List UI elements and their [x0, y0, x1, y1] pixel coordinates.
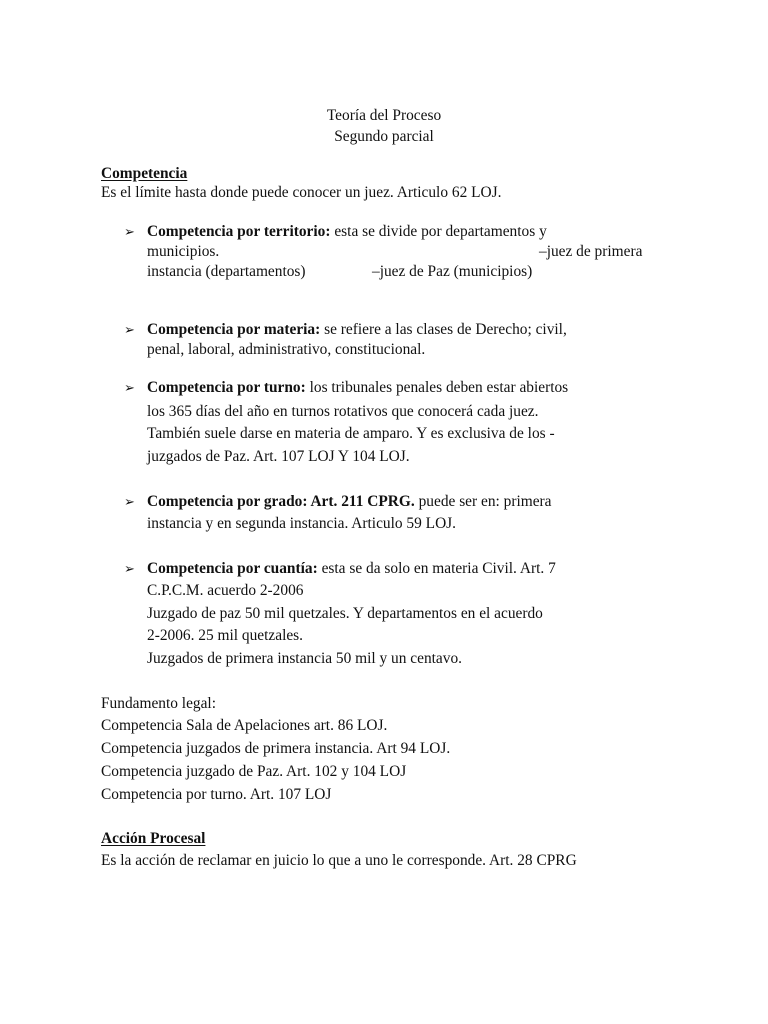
item-territorio-line3a: instancia (departamentos): [147, 263, 306, 280]
bullet-arrow-icon: ➢: [124, 322, 135, 337]
item-grado-line2: instancia y en segunda instancia. Articulo 59 LOJ.: [147, 515, 457, 532]
item-grado-line1: [147, 492, 552, 512]
competencia-definition: Es el límite hasta donde puede conocer un juez. Articulo 62 LOJ.: [101, 184, 502, 201]
heading-competencia: Competencia: [101, 165, 188, 182]
item-grado-term: Competencia por grado: Art. 211 CPRG.: [147, 493, 415, 510]
item-materia-text: se refiere a las clases de Derecho; civil,: [320, 321, 567, 338]
item-turno-line2: los 365 días del año en turnos rotativos que conocerá cada juez.: [147, 403, 539, 420]
item-territorio-line2a: municipios.: [147, 243, 220, 260]
fundamento-line: Competencia Sala de Apelaciones art. 86 LOJ.: [101, 717, 388, 734]
item-cuantia-line5: Juzgados de primera instancia 50 mil y un centavo.: [147, 650, 462, 667]
item-grado-text: puede ser en: primera: [414, 493, 552, 510]
document-title: Teoría del Proceso: [326, 107, 442, 124]
item-cuantia-line2: C.P.C.M. acuerdo 2-2006: [147, 582, 304, 599]
fundamento-line: Competencia juzgado de Paz. Art. 102 y 104 LOJ: [101, 763, 407, 780]
heading-accion-procesal: Acción Procesal: [101, 830, 206, 847]
item-turno-text: los tribunales penales deben estar abiertos: [305, 379, 569, 396]
item-territorio-line1: [147, 222, 547, 242]
fundamento-line: Competencia juzgados de primera instancia. Art 94 LOJ.: [101, 740, 451, 757]
accion-definition: Es la acción de reclamar en juicio lo que a uno le corresponde. Art. 28 CPRG: [101, 852, 577, 869]
item-turno-line3: También suele darse en materia de amparo. Y es exclusiva de los -: [147, 425, 555, 442]
item-materia-term: Competencia por materia:: [147, 321, 321, 338]
item-turno-term: Competencia por turno:: [147, 379, 306, 396]
item-cuantia-term: Competencia por cuantía:: [147, 560, 318, 577]
item-territorio-text: esta se divide por departamentos y: [330, 223, 547, 240]
document-subtitle: Segundo parcial: [334, 128, 434, 145]
fundamento-label: Fundamento legal:: [101, 695, 216, 712]
item-materia-line2: penal, laboral, administrativo, constitucional.: [147, 341, 426, 358]
item-cuantia-line4: 2-2006. 25 mil quetzales.: [147, 627, 304, 644]
item-territorio-term: Competencia por territorio:: [147, 223, 331, 240]
item-territorio-line3b: –juez de Paz (municipios): [372, 263, 533, 280]
bullet-arrow-icon: ➢: [124, 380, 135, 395]
item-turno-line1: [147, 378, 568, 398]
item-territorio-line2b: –juez de primera: [539, 243, 643, 260]
fundamento-line: Competencia por turno. Art. 107 LOJ: [101, 786, 332, 803]
bullet-arrow-icon: ➢: [124, 494, 135, 509]
item-cuantia-text: esta se da solo en materia Civil. Art. 7: [317, 560, 556, 577]
bullet-arrow-icon: ➢: [124, 561, 135, 576]
item-materia-line1: [147, 320, 567, 340]
bullet-arrow-icon: ➢: [124, 224, 135, 239]
item-turno-line4: juzgados de Paz. Art. 107 LOJ Y 104 LOJ.: [147, 448, 410, 465]
item-cuantia-line1: [147, 559, 556, 579]
item-cuantia-line3: Juzgado de paz 50 mil quetzales. Y departamentos en el acuerdo: [147, 605, 543, 622]
